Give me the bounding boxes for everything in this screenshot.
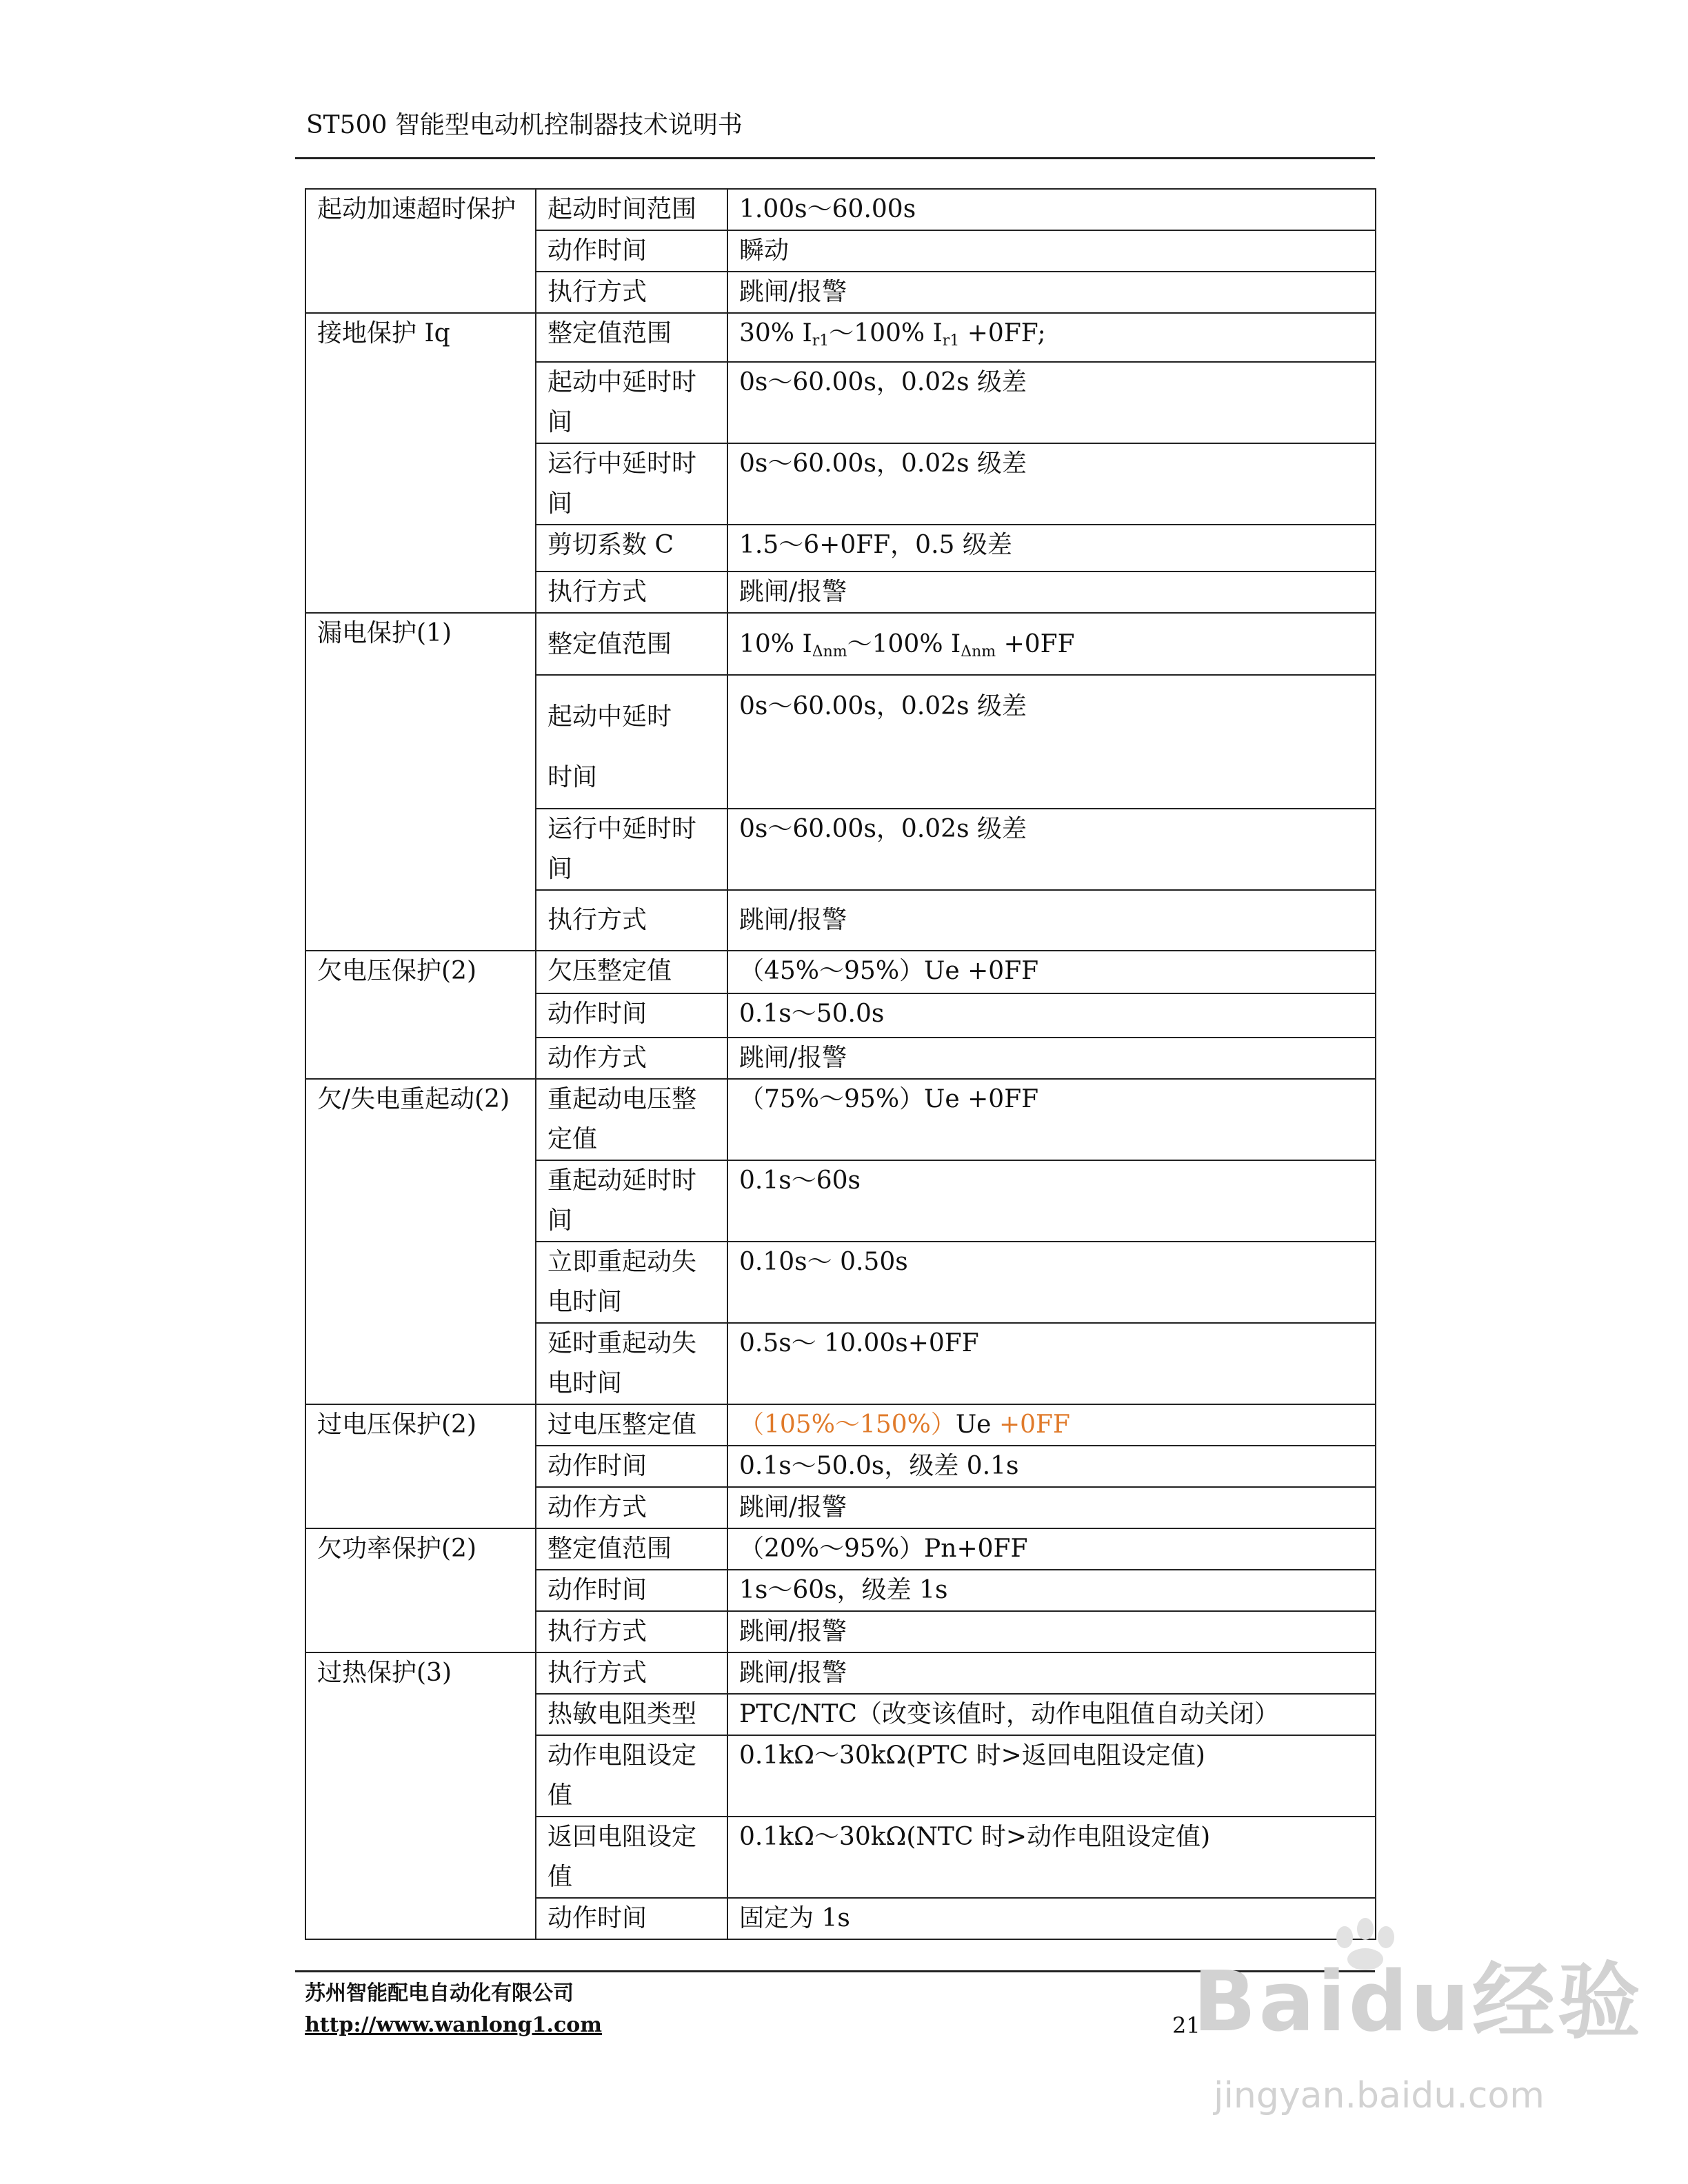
value-cell: 0s～60.00s，0.02s 级差 <box>727 809 1376 890</box>
value-cell: 0.10s～ 0.50s <box>727 1242 1376 1323</box>
protection-spec-table <box>305 188 1376 1940</box>
table-row <box>305 613 1376 675</box>
param-cell: 立即重起动失电时间 <box>536 1242 727 1323</box>
param-cell: 运行中延时时间 <box>536 443 727 525</box>
value-cell: （20%～95%）Pn+0FF <box>727 1528 1376 1570</box>
group-name: 欠功率保护(2) <box>305 1528 536 1652</box>
value-cell: 0.1kΩ～30kΩ(PTC 时>返回电阻设定值) <box>727 1735 1376 1817</box>
value-cell: （45%～95%）Ue +0FF <box>727 951 1376 993</box>
param-cell: 动作方式 <box>536 1487 727 1528</box>
table-row <box>305 1404 1376 1446</box>
param-cell: 延时重起动失电时间 <box>536 1323 727 1404</box>
value-cell: 1.00s～60.00s <box>727 189 1376 230</box>
param-cell: 动作时间 <box>536 993 727 1038</box>
param-cell: 热敏电阻类型 <box>536 1694 727 1735</box>
value-cell: 1s～60s，级差 1s <box>727 1570 1376 1611</box>
value-cell: （75%～95%）Ue +0FF <box>727 1079 1376 1160</box>
param-cell: 动作时间 <box>536 1898 727 1939</box>
group-name: 接地保护 Iq <box>305 313 536 613</box>
param-cell: 起动时间范围 <box>536 189 727 230</box>
watermark-logo-text: Baidu经验 <box>1193 1954 1643 2050</box>
param-cell: 重起动电压整定值 <box>536 1079 727 1160</box>
value-cell: 0.1s～50.0s <box>727 993 1376 1038</box>
value-cell: 0.1kΩ～30kΩ(NTC 时>动作电阻设定值) <box>727 1817 1376 1898</box>
value-cell: 跳闸/报警 <box>727 272 1376 313</box>
value-cell: 0s～60.00s，0.02s 级差 <box>727 675 1376 809</box>
param-cell: 整定值范围 <box>536 313 727 362</box>
value-cell: 0.5s～ 10.00s+0FF <box>727 1323 1376 1404</box>
param-cell: 过电压整定值 <box>536 1404 727 1446</box>
group-name: 漏电保护(1) <box>305 613 536 951</box>
value-cell: 跳闸/报警 <box>727 1652 1376 1694</box>
param-cell: 执行方式 <box>536 1652 727 1694</box>
param-cell: 执行方式 <box>536 572 727 613</box>
value-cell: 0.1s～50.0s，级差 0.1s <box>727 1446 1376 1487</box>
value-cell: 1.5～6+0FF，0.5 级差 <box>727 525 1376 572</box>
value-cell: 跳闸/报警 <box>727 890 1376 951</box>
value-cell: 固定为 1s <box>727 1898 1376 1939</box>
param-cell: 执行方式 <box>536 1611 727 1652</box>
param-cell: 执行方式 <box>536 272 727 313</box>
value-cell: 跳闸/报警 <box>727 1038 1376 1079</box>
company-name: 苏州智能配电自动化有限公司 <box>305 1981 574 2005</box>
header-rule <box>295 157 1375 159</box>
param-cell: 执行方式 <box>536 890 727 951</box>
table-row <box>305 1652 1376 1694</box>
group-name: 欠电压保护(2) <box>305 951 536 1079</box>
param-cell: 动作时间 <box>536 1570 727 1611</box>
value-cell: 跳闸/报警 <box>727 572 1376 613</box>
group-name: 过热保护(3) <box>305 1652 536 1939</box>
group-name: 欠/失电重起动(2) <box>305 1079 536 1404</box>
website-link[interactable]: http://www.wanlong1.com <box>305 2013 603 2037</box>
watermark-url: jingyan.baidu.com <box>1214 2075 1545 2116</box>
value-cell: （105%～150%）Ue +0FF <box>727 1404 1376 1446</box>
param-cell: 动作时间 <box>536 1446 727 1487</box>
param-cell: 动作电阻设定值 <box>536 1735 727 1817</box>
group-name: 过电压保护(2) <box>305 1404 536 1528</box>
value-cell: 跳闸/报警 <box>727 1487 1376 1528</box>
param-cell: 动作方式 <box>536 1038 727 1079</box>
table-row <box>305 1079 1376 1160</box>
param-cell: 重起动延时时间 <box>536 1160 727 1242</box>
value-cell: 0s～60.00s，0.02s 级差 <box>727 443 1376 525</box>
table-row <box>305 951 1376 993</box>
value-cell: 0s～60.00s，0.02s 级差 <box>727 362 1376 443</box>
value-cell: 0.1s～60s <box>727 1160 1376 1242</box>
value-cell: 30% $I_{r1}\sim 100\%$ $I_{r1} +0FF$; <box>727 313 1376 362</box>
group-name: 起动加速超时保护 <box>305 189 536 313</box>
page-number: 21 <box>1172 2012 1200 2039</box>
param-cell: 动作时间 <box>536 230 727 272</box>
param-cell: 整定值范围 <box>536 613 727 675</box>
value-cell: 瞬动 <box>727 230 1376 272</box>
table-row <box>305 189 1376 230</box>
param-cell: 起动中延时时间 <box>536 362 727 443</box>
param-cell: 起动中延时 时间 <box>536 675 727 809</box>
param-cell: 剪切系数 C <box>536 525 727 572</box>
param-cell: 返回电阻设定值 <box>536 1817 727 1898</box>
param-cell: 运行中延时时间 <box>536 809 727 890</box>
value-cell: 跳闸/报警 <box>727 1611 1376 1652</box>
param-cell: 整定值范围 <box>536 1528 727 1570</box>
value-cell: 10% $I_{\Delta nm}\sim 100\%$ $I_{\Delta nm} +0FF$ <box>727 613 1376 675</box>
document-title: ST500 智能型电动机控制器技术说明书 <box>306 111 743 139</box>
table-row <box>305 313 1376 362</box>
value-cell: PTC/NTC（改变该值时，动作电阻值自动关闭） <box>727 1694 1376 1735</box>
table-row <box>305 1528 1376 1570</box>
baidu-jingyan-watermark <box>1186 1917 1643 2151</box>
param-cell: 欠压整定值 <box>536 951 727 993</box>
